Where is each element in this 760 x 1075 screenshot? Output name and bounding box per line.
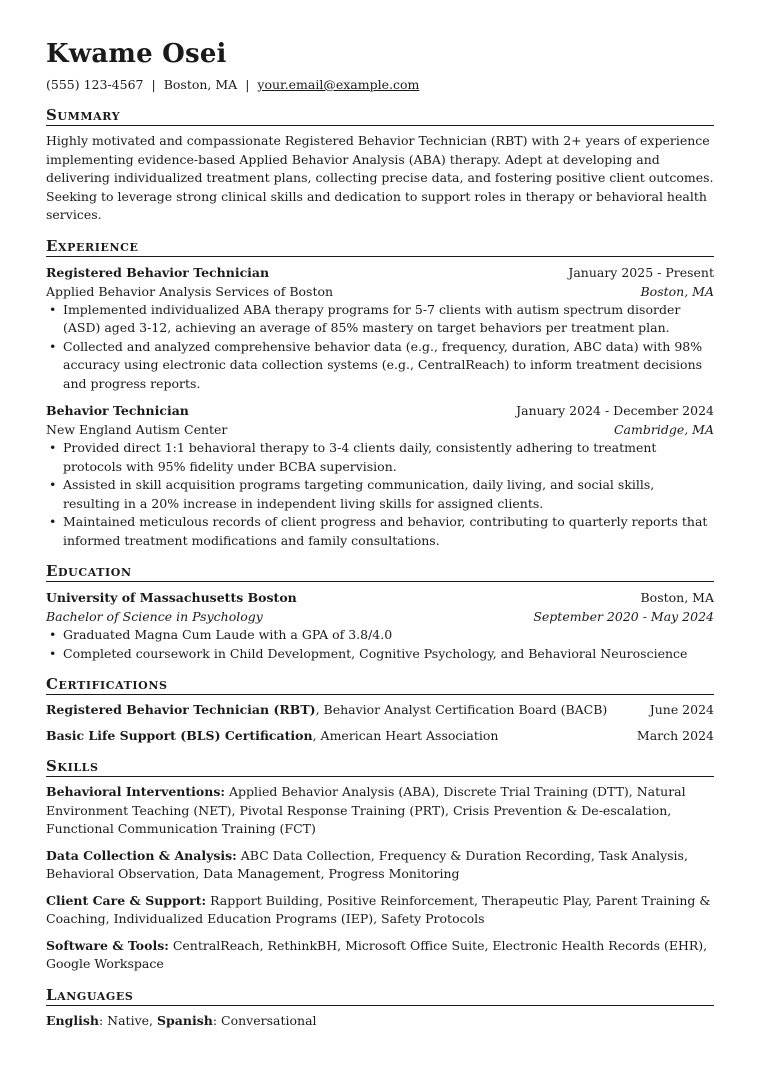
candidate-name: Kwame Osei bbox=[46, 39, 227, 69]
job-org: Applied Behavior Analysis Services of Boston bbox=[46, 283, 334, 299]
education-dates: September 2020 - May 2024 bbox=[533, 609, 714, 624]
skill-group-label: Software & Tools: bbox=[46, 937, 169, 953]
list-item: • Provided direct 1:1 behavioral therapy to 3-4 clients daily, consistently adhering to treatment protocols with 95% fidelity under BCBA supervision. bbox=[49, 440, 657, 474]
job-dates: January 2024 - December 2024 bbox=[516, 403, 714, 418]
skill-group-label: Behavioral Interventions: bbox=[46, 784, 225, 799]
certification-issuer: , Behavior Analyst Certification Board (BACB) bbox=[315, 702, 608, 717]
job-entry bbox=[46, 401, 714, 550]
section-title-education: Education bbox=[46, 562, 714, 582]
skill-group-label: Client Care & Support: bbox=[46, 892, 207, 908]
skill-group-text: CentralReach, RethinkBH, Microsoft Office Suite, Electronic Health Records (EHR), Google Workspace bbox=[46, 937, 708, 971]
school-location: Boston, MA bbox=[640, 590, 714, 605]
list-item: • Completed coursework in Child Development, Cognitive Psychology, and Behavioral Neuroscience bbox=[46, 645, 714, 664]
certification-row bbox=[46, 727, 714, 745]
section-title-experience: Experience bbox=[46, 237, 714, 257]
job-location: Cambridge, MA bbox=[613, 422, 714, 437]
job-entry bbox=[46, 263, 714, 394]
language-level: : Native, bbox=[98, 1012, 157, 1028]
bullet-icon: • bbox=[49, 440, 57, 455]
certifications-section bbox=[46, 675, 714, 745]
summary-text: Highly motivated and compassionate Registered Behavior Technician (RBT) with 2+ years of experience implementing evidence-based Applied Behavior Analysis (ABA) therapy. Adept at developing and delivering individualized treatment plans, collecting precise data, and fostering positive client outcomes. Seeking to leverage strong clinical skills and dedication to support roles in therapy or behavioral health services. bbox=[46, 133, 714, 222]
section-title-skills: Skills bbox=[46, 757, 714, 777]
degree: Bachelor of Science in Psychology bbox=[46, 609, 263, 624]
job-bullets bbox=[46, 301, 714, 394]
language-name: Spanish bbox=[157, 1012, 213, 1028]
job-role: Registered Behavior Technician bbox=[46, 264, 270, 280]
job-dates: January 2025 - Present bbox=[568, 264, 714, 280]
bullet-icon: • bbox=[49, 627, 57, 642]
skill-group-text: Rapport Building, Positive Reinforcement, Therapeutic Play, Parent Training & Coaching, Individualized Education Programs (IEP), Safety Protocols bbox=[46, 892, 711, 926]
languages-section bbox=[46, 986, 714, 1030]
skill-group bbox=[46, 847, 714, 884]
job-org: New England Autism Center bbox=[46, 422, 228, 437]
bullet-icon: • bbox=[49, 477, 57, 492]
certification-issuer: , American Heart Association bbox=[312, 728, 499, 743]
list-item: • Collected and analyzed comprehensive behavior data (e.g., frequency, duration, ABC data) with 98% accuracy using electronic data collection systems (e.g., CentralReach) to inform treatment decisions and progress reports. bbox=[49, 338, 703, 391]
language-level: : Conversational bbox=[212, 1012, 317, 1028]
section-title-certifications: Certifications bbox=[46, 675, 714, 695]
certification-date: June 2024 bbox=[649, 702, 714, 717]
bullet-icon: • bbox=[49, 645, 57, 661]
certification-row bbox=[46, 701, 714, 719]
skill-group-label: Data Collection & Analysis: bbox=[46, 847, 237, 863]
skill-group bbox=[46, 783, 714, 839]
certification-name: Registered Behavior Technician (RBT) bbox=[46, 702, 316, 717]
summary-section bbox=[46, 106, 714, 225]
separator: | bbox=[245, 77, 250, 92]
list-item: • Graduated Magna Cum Laude with a GPA of 3.8/4.0 bbox=[46, 626, 714, 645]
skill-group-text: Applied Behavior Analysis (ABA), Discrete Trial Training (DTT), Natural Environment Teaching (NET), Pivotal Response Training (PRT), Crisis Prevention & De-escalation, Functional Communication Training (FCT) bbox=[46, 784, 686, 836]
list-item: • Maintained meticulous records of client progress and behavior, contributing to quarterly reports that informed treatment modifications and family consultations. bbox=[49, 514, 708, 548]
bullet-icon: • bbox=[49, 301, 57, 317]
phone-number: (555) 123-4567 bbox=[46, 77, 144, 92]
skill-group-text: ABC Data Collection, Frequency & Duration Recording, Task Analysis, Behavioral Observation, Data Management, Progress Monitoring bbox=[46, 847, 688, 881]
certification-name: Basic Life Support (BLS) Certification bbox=[46, 728, 313, 743]
certification-date: March 2024 bbox=[636, 728, 714, 743]
experience-section bbox=[46, 237, 714, 551]
email-link[interactable]: your.email@example.com bbox=[257, 77, 420, 92]
education-bullets bbox=[46, 626, 714, 663]
school-name: University of Massachusetts Boston bbox=[46, 590, 297, 605]
job-role: Behavior Technician bbox=[46, 403, 189, 418]
list-item: • Assisted in skill acquisition programs targeting communication, daily living, and social skills, resulting in a 20% increase in independent living skills for assigned clients. bbox=[49, 477, 655, 511]
language-name: English bbox=[46, 1012, 99, 1028]
separator: | bbox=[151, 77, 156, 92]
section-title-summary: Summary bbox=[46, 106, 714, 126]
bullet-icon: • bbox=[49, 514, 57, 529]
bullet-icon: • bbox=[49, 338, 57, 354]
resume-page bbox=[46, 38, 714, 1030]
languages-line bbox=[46, 1012, 714, 1030]
skills-section bbox=[46, 757, 714, 974]
job-bullets bbox=[46, 439, 714, 550]
list-item: • Implemented individualized ABA therapy programs for 5-7 clients with autism spectrum disorder (ASD) aged 3-12, achieving an average of 85% mastery on target behaviors per treatment plan. bbox=[49, 301, 681, 335]
section-title-languages: Languages bbox=[46, 986, 714, 1006]
education-section bbox=[46, 562, 714, 663]
location: Boston, MA bbox=[163, 77, 238, 92]
contact-line bbox=[46, 76, 714, 94]
skill-group bbox=[46, 937, 714, 974]
skill-group bbox=[46, 892, 714, 929]
job-location: Boston, MA bbox=[640, 283, 714, 299]
